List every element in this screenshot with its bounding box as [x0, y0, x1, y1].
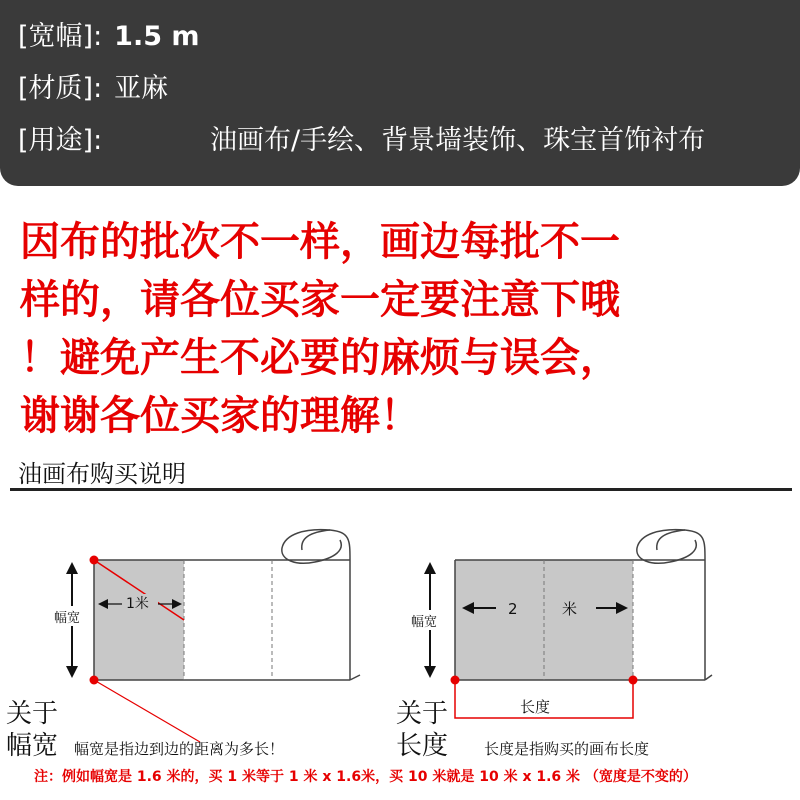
right-heading-line2: 长度	[396, 731, 449, 761]
left-roll-curl	[282, 530, 360, 680]
left-heading-line1: 关于	[6, 699, 59, 729]
left-canvas-roll	[52, 530, 360, 742]
spec-panel	[0, 0, 800, 186]
right-unit-right: 米	[562, 600, 578, 618]
batch-notice	[20, 213, 790, 445]
spec-usage-value: 油画布/手绘、背景墙装饰、珠宝首饰衬布	[210, 125, 706, 156]
left-shaded-section	[94, 560, 184, 680]
right-side-label: 幅宽	[411, 615, 438, 630]
left-unit-label: 1米	[126, 596, 149, 612]
left-heading-line2: 幅宽	[6, 731, 59, 761]
spec-usage-label: [用途]:	[18, 125, 103, 156]
right-length-label: 长度	[520, 698, 551, 716]
left-caption: 幅宽是指边到边的距离为多长！	[74, 740, 285, 758]
spec-width-label: [宽幅]:	[18, 21, 103, 52]
notice-line: 样的，请各位买家一定要注意下哦	[20, 277, 620, 323]
right-canvas-roll	[410, 530, 712, 718]
spec-width-value: 1.5 m	[114, 21, 200, 52]
right-caption: 长度是指购买的画布长度	[484, 740, 650, 758]
spec-material-label: [材质]:	[18, 73, 103, 104]
notice-line: 谢谢各位买家的理解！	[20, 393, 420, 439]
right-heading-line1: 关于	[396, 699, 449, 729]
right-heading	[396, 698, 448, 762]
section-divider	[10, 488, 792, 491]
spec-material	[18, 66, 168, 105]
left-heading	[6, 698, 58, 762]
spec-material-value: 亚麻	[114, 73, 169, 104]
spec-usage	[18, 118, 706, 157]
footnote: 注：例如幅宽是 1.6 米的，买 1 米等于 1 米 x 1.6米，买 10 米就是 10 米 x 1.6 米 （宽度是不变的）	[34, 769, 697, 785]
left-side-label: 幅宽	[54, 611, 81, 626]
section-title: 油画布购买说明	[18, 460, 186, 488]
spec-width	[18, 14, 200, 53]
right-roll-curl	[637, 530, 712, 680]
right-unit-left: 2	[508, 600, 518, 618]
notice-line: 因布的批次不一样，画边每批不一	[20, 219, 620, 265]
purchase-diagrams	[0, 510, 800, 770]
notice-line: ！避免产生不必要的麻烦与误会，	[20, 335, 620, 381]
